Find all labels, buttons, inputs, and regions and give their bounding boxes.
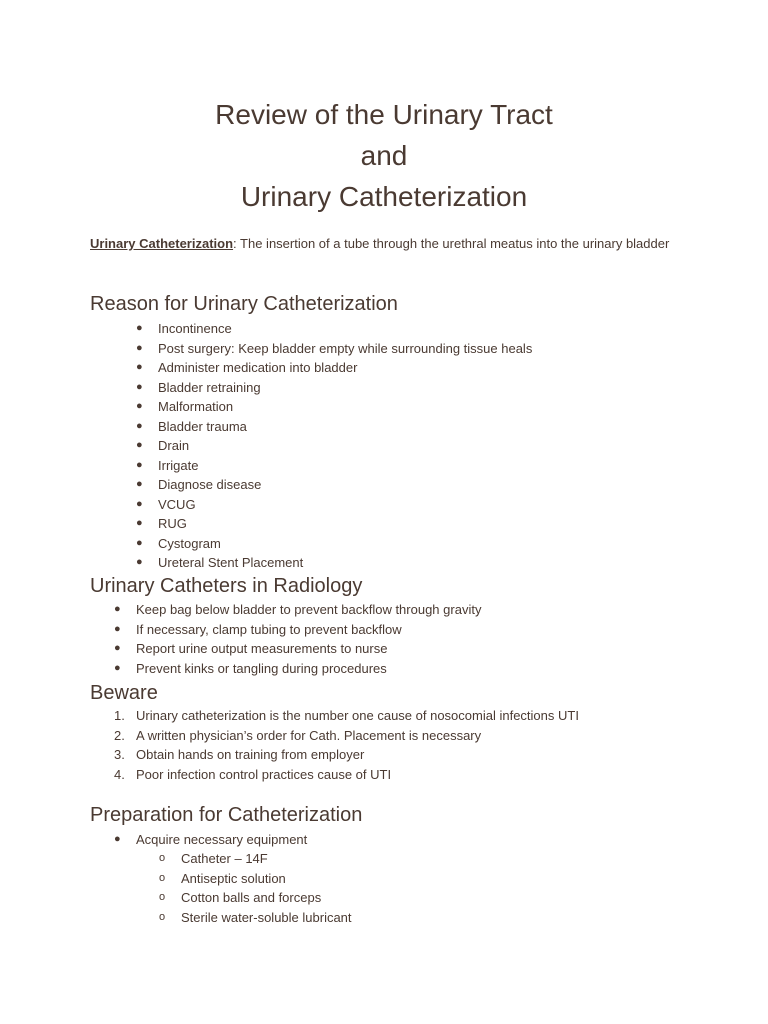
sublist-item	[159, 849, 352, 869]
bullet-icon: ●	[136, 458, 143, 471]
definition-text: The insertion of a tube through the urethral meatus into the urinary bladder	[236, 236, 670, 251]
list-item	[114, 726, 579, 746]
sublist-item	[159, 888, 352, 908]
list-item	[136, 417, 532, 437]
list-item-label: Urinary catheterization is the number one cause of nosocomial infections UTI	[136, 708, 579, 723]
definition-paragraph	[90, 234, 680, 253]
bullet-icon: ●	[114, 622, 121, 635]
list-item	[136, 456, 532, 476]
list-number: 4.	[114, 766, 125, 782]
list-item	[114, 659, 481, 679]
bullet-icon: ●	[136, 478, 143, 490]
list-item	[136, 534, 532, 554]
list-item-label: Irrigate	[158, 457, 199, 473]
bullet-icon: ●	[136, 517, 143, 529]
circle-bullet-icon: o	[159, 852, 166, 864]
list-item-label: Ureteral Stent Placement	[158, 555, 304, 570]
list-item-label: Cystogram	[158, 535, 221, 551]
title-line-2: and	[360, 140, 408, 171]
title-line-1: Review of the Urinary Tract	[215, 99, 553, 130]
list-item-label: Post surgery: Keep bladder empty while surrounding tissue heals	[158, 340, 533, 356]
list-item-label: Prevent kinks or tangling during procedures	[136, 660, 387, 676]
list-item-label: RUG	[158, 516, 187, 531]
definition-separator: :	[233, 236, 237, 251]
title-line-3: Urinary Catheterization	[240, 181, 528, 212]
sublist-equipment	[159, 849, 352, 927]
list-item	[114, 600, 482, 620]
bullet-icon: ●	[136, 536, 143, 549]
list-item	[114, 830, 308, 850]
list-item	[136, 514, 532, 534]
list-item	[114, 620, 481, 640]
bullet-icon: ●	[114, 642, 121, 654]
bullet-icon: ●	[136, 380, 143, 393]
heading-reasons: Reason for Urinary Catheterization	[90, 293, 398, 315]
list-item	[136, 319, 532, 339]
list-preparation	[114, 830, 308, 850]
document-title	[0, 94, 768, 217]
circle-bullet-icon: o	[159, 871, 166, 884]
list-item	[136, 378, 532, 398]
list-item-label: A written physician’s order for Cath. Placement is necessary	[136, 727, 482, 743]
circle-bullet-icon: o	[159, 891, 166, 903]
bullet-icon: ●	[136, 400, 143, 412]
bullet-icon: ●	[136, 341, 143, 354]
definition-term: Urinary Catheterization	[90, 236, 234, 251]
bullet-icon: ●	[114, 661, 121, 674]
sublist-item	[159, 869, 352, 889]
list-item	[114, 706, 579, 726]
list-item	[136, 339, 533, 359]
list-item	[136, 553, 532, 573]
list-reasons	[136, 319, 533, 573]
list-item	[136, 495, 532, 515]
list-item-label: Keep bag below bladder to prevent backflow through gravity	[136, 602, 482, 617]
list-number: 3.	[114, 747, 125, 762]
list-item-label: Obtain hands on training from employer	[136, 747, 365, 762]
list-item-label: VCUG	[158, 496, 196, 512]
bullet-icon: ●	[136, 419, 143, 432]
sublist-item	[159, 908, 352, 928]
bullet-icon: ●	[136, 497, 143, 510]
sublist-item-label: Sterile water-soluble lubricant	[181, 909, 352, 925]
list-item-label: Drain	[158, 438, 190, 453]
bullet-icon: ●	[136, 322, 143, 334]
bullet-icon: ●	[114, 603, 121, 615]
list-item-label: Report urine output measurements to nurse	[136, 641, 388, 656]
list-item-label: Bladder trauma	[158, 418, 247, 434]
bullet-icon: ●	[114, 833, 121, 845]
list-item-label: Incontinence	[158, 321, 232, 336]
list-item-label: If necessary, clamp tubing to prevent backflow	[136, 621, 402, 637]
list-item-label: Bladder retraining	[158, 379, 261, 395]
list-item	[114, 745, 579, 765]
list-item-label: Acquire necessary equipment	[136, 832, 308, 847]
circle-bullet-icon: o	[159, 910, 166, 923]
list-number: 1.	[114, 708, 125, 723]
list-radiology	[114, 600, 482, 678]
list-number: 2.	[114, 727, 125, 743]
heading-preparation: Preparation for Catheterization	[90, 804, 363, 826]
list-item	[136, 436, 532, 456]
list-item	[136, 358, 532, 378]
list-item	[136, 475, 532, 495]
list-beware	[114, 706, 579, 784]
sublist-item-label: Cotton balls and forceps	[181, 890, 322, 905]
heading-radiology: Urinary Catheters in Radiology	[90, 575, 363, 597]
list-item-label: Diagnose disease	[158, 477, 262, 492]
bullet-icon: ●	[136, 439, 143, 451]
list-item-label: Poor infection control practices cause of UTI	[136, 766, 392, 782]
heading-beware: Beware	[90, 682, 158, 704]
sublist-item-label: Antiseptic solution	[181, 870, 286, 886]
list-item	[114, 639, 481, 659]
list-item	[114, 765, 579, 785]
list-item	[136, 397, 532, 417]
bullet-icon: ●	[136, 556, 143, 568]
list-item-label: Administer medication into bladder	[158, 360, 358, 375]
sublist-item-label: Catheter – 14F	[181, 851, 268, 866]
bullet-icon: ●	[136, 361, 143, 373]
list-item-label: Malformation	[158, 399, 234, 414]
